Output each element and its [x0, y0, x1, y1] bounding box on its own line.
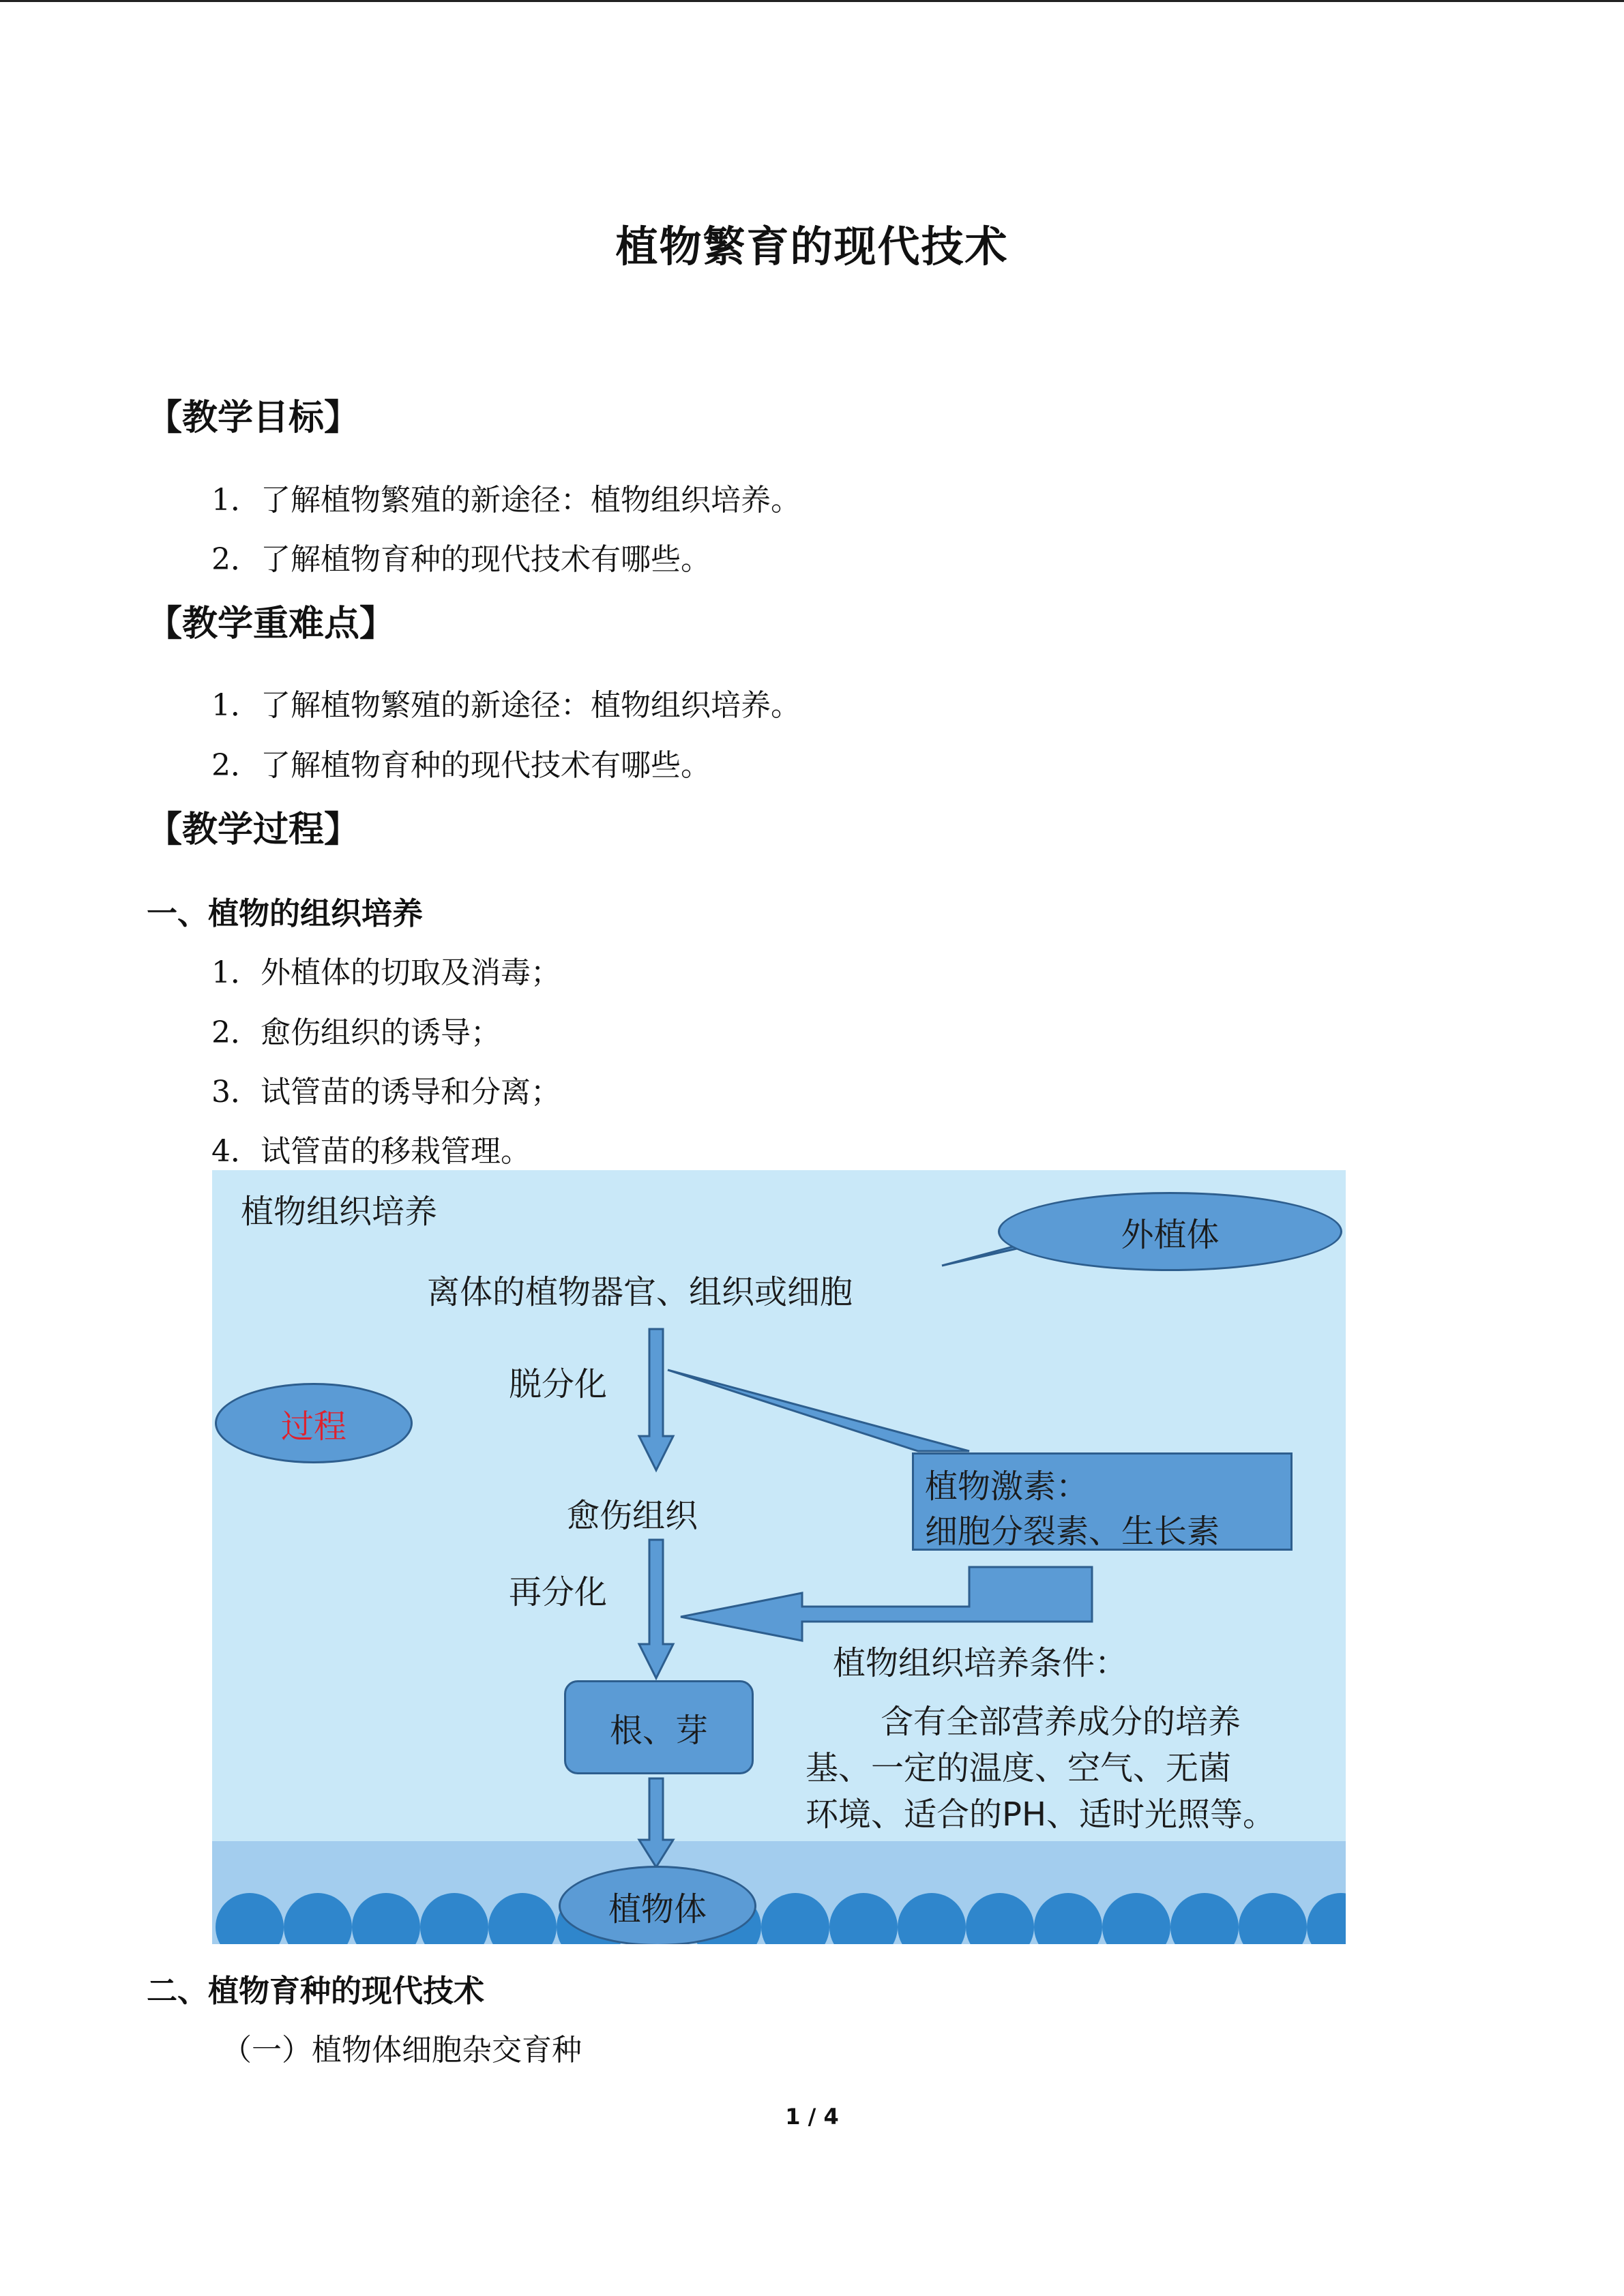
- tissue-culture-diagram: [212, 1170, 1346, 1944]
- root-bud-box: [564, 1680, 754, 1774]
- wave-circles: [216, 1893, 1346, 1944]
- part1-item-3: 3．试管苗的诱导和分离；: [211, 1075, 561, 1109]
- hormone-box: [912, 1452, 1293, 1551]
- goal-item-2: 2．了解植物育种的现代技术有哪些。: [211, 542, 711, 577]
- top-border: [0, 0, 1624, 2]
- part1-heading: 一、植物的组织培养: [147, 895, 424, 931]
- part2-item-1: （一）植物体细胞杂交育种: [222, 2033, 582, 2068]
- part2-heading: 二、植物育种的现代技术: [147, 1973, 485, 2009]
- conditions-title: 植物组织培养条件：: [833, 1644, 1128, 1682]
- goal-item-1: 1．了解植物繁殖的新途径：植物组织培养。: [211, 483, 801, 518]
- conditions-line-2: 基、一定的温度、空气、无菌: [806, 1749, 1232, 1787]
- goals-heading: 【教学目标】: [147, 398, 360, 438]
- plant-ellipse: [559, 1866, 756, 1944]
- process-label: 过程: [280, 1407, 346, 1446]
- diagram-title: 植物组织培养: [241, 1193, 438, 1231]
- hormone-callout-wedge: [668, 1370, 969, 1451]
- conditions-line-3: 环境、适合的PH、适时光照等。: [806, 1795, 1276, 1834]
- arrow-down-1: [639, 1329, 673, 1470]
- explant-ellipse: [998, 1192, 1342, 1271]
- hormone-title: 植物激素：: [925, 1467, 1089, 1506]
- key-point-item-1: 1．了解植物繁殖的新途径：植物组织培养。: [211, 688, 801, 723]
- page-number: 1 / 4: [785, 2104, 839, 2130]
- source-label: 离体的植物器官、组织或细胞: [427, 1273, 853, 1311]
- arrow-down-2: [639, 1540, 673, 1678]
- callus-label: 愈伤组织: [567, 1497, 698, 1535]
- part1-item-4: 4．试管苗的移栽管理。: [211, 1134, 531, 1169]
- conditions-curved-arrow: [681, 1567, 1092, 1641]
- redifferentiation-label: 再分化: [509, 1573, 608, 1611]
- explant-label: 外植体: [1121, 1215, 1220, 1254]
- plant-label: 植物体: [608, 1890, 707, 1928]
- process-heading: 【教学过程】: [147, 809, 360, 850]
- page-title: 植物繁育的现代技术: [615, 222, 1009, 271]
- root-bud-label: 根、芽: [609, 1711, 708, 1750]
- dedifferentiation-label: 脱分化: [509, 1365, 608, 1403]
- key-points-heading: 【教学重难点】: [147, 603, 396, 644]
- hormone-body: 细胞分裂素、生长素: [925, 1512, 1220, 1551]
- key-point-item-2: 2．了解植物育种的现代技术有哪些。: [211, 748, 711, 783]
- conditions-line-1: 含有全部营养成分的培养: [881, 1703, 1241, 1741]
- part1-item-1: 1．外植体的切取及消毒；: [211, 955, 561, 990]
- part1-item-2: 2．愈伤组织的诱导；: [211, 1015, 501, 1050]
- arrow-down-3: [639, 1778, 673, 1867]
- process-ellipse: [215, 1383, 413, 1463]
